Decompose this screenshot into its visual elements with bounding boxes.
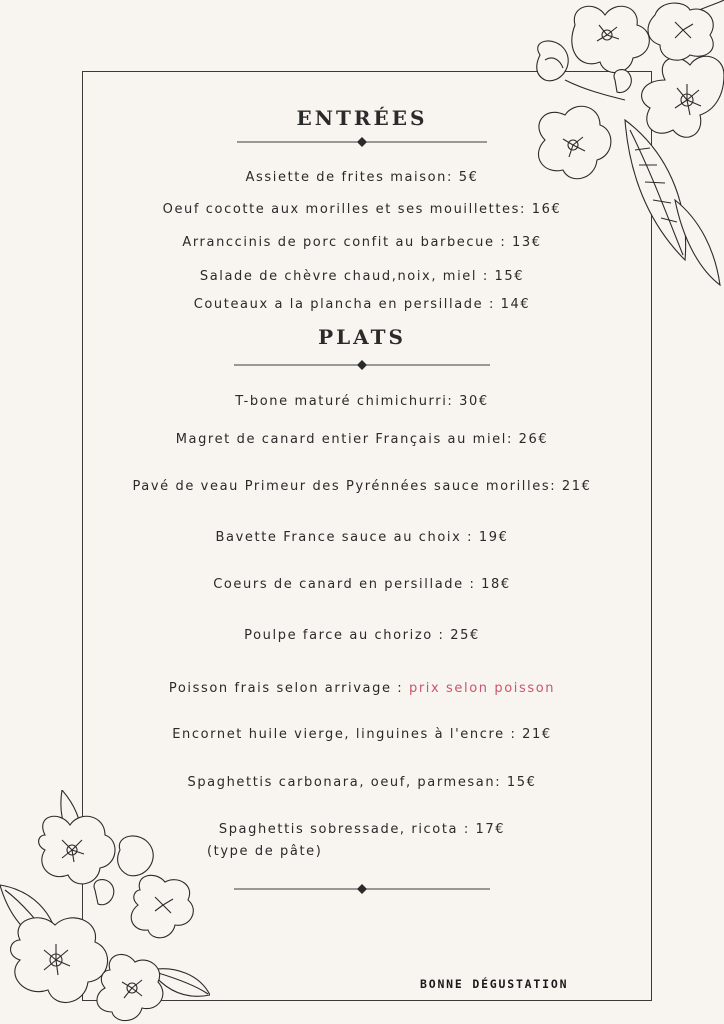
poisson-price: prix selon poisson [409,681,556,696]
plat-item: Coeurs de canard en persillade : 18€ [213,577,511,592]
entree-item: Salade de chèvre chaud,noix, miel : 15€ [199,269,525,284]
plat-item-note: (type de pâte) [207,844,323,859]
footer-bonne-degustation: BONNE DÉGUSTATION [420,977,569,991]
plat-item: Pavé de veau Primeur des Pyrénnées sauce morilles: 21€ [132,479,592,494]
entree-item: Oeuf cocotte aux morilles et ses mouillettes: 16€ [162,202,562,217]
poisson-label: Poisson frais selon arrivage : [168,681,409,696]
plat-item: Encornet huile vierge, linguines à l'encre : 21€ [172,727,552,742]
entrees-divider [0,136,724,148]
bottom-divider [0,883,724,895]
entree-item: Arranccinis de porc confit au barbecue : 13€ [182,235,542,250]
entrees-heading: ENTRÉES [296,106,428,130]
plat-item-poisson [0,681,724,696]
entree-item: Couteaux a la plancha en persillade : 14€ [193,297,531,312]
plat-item: Magret de canard entier Français au miel: 26€ [175,432,549,447]
plat-item: T-bone maturé chimichurri: 30€ [235,394,489,409]
plat-item: Bavette France sauce au choix : 19€ [215,530,509,545]
plat-item: Spaghettis carbonara, oeuf, parmesan: 15€ [187,775,537,790]
plats-divider [0,359,724,371]
plat-item: Poulpe farce au chorizo : 25€ [244,628,480,643]
plat-item: Spaghettis sobressade, ricota : 17€ [218,822,506,837]
plats-heading: PLATS [318,325,406,349]
entree-item: Assiette de frites maison: 5€ [245,170,479,185]
